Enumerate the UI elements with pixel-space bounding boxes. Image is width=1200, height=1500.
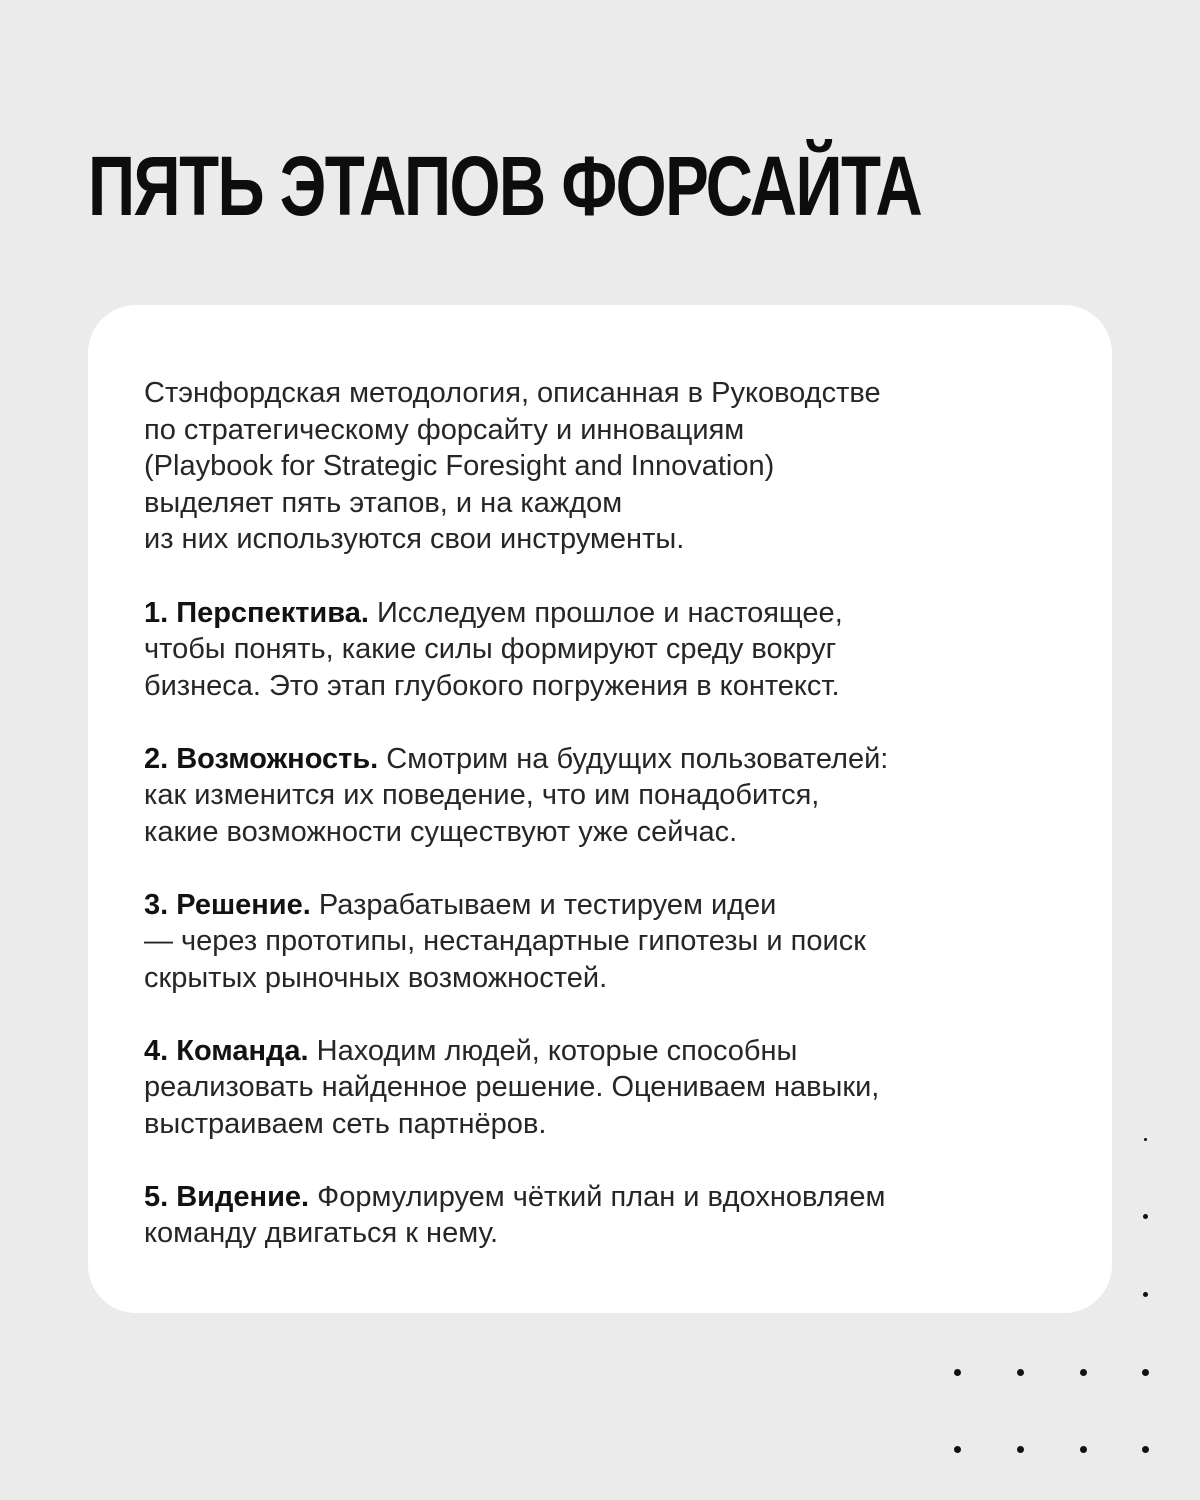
decorative-dot (954, 1369, 961, 1376)
page-title: ПЯТЬ ЭТАПОВ ФОРСАЙТА (88, 139, 922, 233)
decorative-dot (1017, 1446, 1024, 1453)
decorative-dot (1080, 1446, 1087, 1453)
stage-1-title: 1. Перспектива. (144, 596, 369, 629)
stage-4-text: Находим людей, которые способны реализовать найденное решение. Оцениваем навыки, выстраиваем сеть партнёров. (144, 1034, 880, 1140)
decorative-dot (1142, 1369, 1149, 1376)
intro-paragraph: Стэнфордская методология, описанная в Руководстве по стратегическому форсайту и инновациям (Playbook for Strategic Foresight and Innovation) выделяет пять этапов, и на каждом из них используются свои инструменты. (144, 377, 881, 555)
stage-2-text: Смотрим на будущих пользователей: как изменится их поведение, что им понадобится, какие возможности существуют уже сейчас. (144, 742, 889, 848)
card-content (144, 375, 1064, 1252)
stage-3-text: Разрабатываем и тестируем идеи — через прототипы, нестандартные гипотезы и поиск скрытых рыночных возможностей. (144, 888, 866, 994)
decorative-dot (1143, 1214, 1148, 1219)
content-card (88, 305, 1112, 1313)
stage-4 (144, 1033, 1064, 1143)
stage-1 (144, 595, 1064, 705)
decorative-dot (1080, 1369, 1087, 1376)
decorative-dot (1143, 1292, 1148, 1297)
stage-3-title: 3. Решение. (144, 888, 311, 921)
stage-5 (144, 1179, 1064, 1252)
decorative-dot (954, 1446, 961, 1453)
decorative-dot (1144, 1138, 1147, 1141)
stage-3 (144, 887, 1064, 997)
decorative-dot (1017, 1369, 1024, 1376)
stage-2 (144, 741, 1064, 851)
stage-1-text: Исследуем прошлое и настоящее, чтобы понять, какие силы формируют среду вокруг бизнеса. Это этап глубокого погружения в контекст. (144, 596, 843, 702)
decorative-dot (1142, 1446, 1149, 1453)
stage-5-title: 5. Видение. (144, 1180, 310, 1213)
stage-5-text: Формулируем чёткий план и вдохновляем команду двигаться к нему. (144, 1180, 886, 1249)
stage-2-title: 2. Возможность. (144, 742, 379, 775)
stage-4-title: 4. Команда. (144, 1034, 309, 1067)
